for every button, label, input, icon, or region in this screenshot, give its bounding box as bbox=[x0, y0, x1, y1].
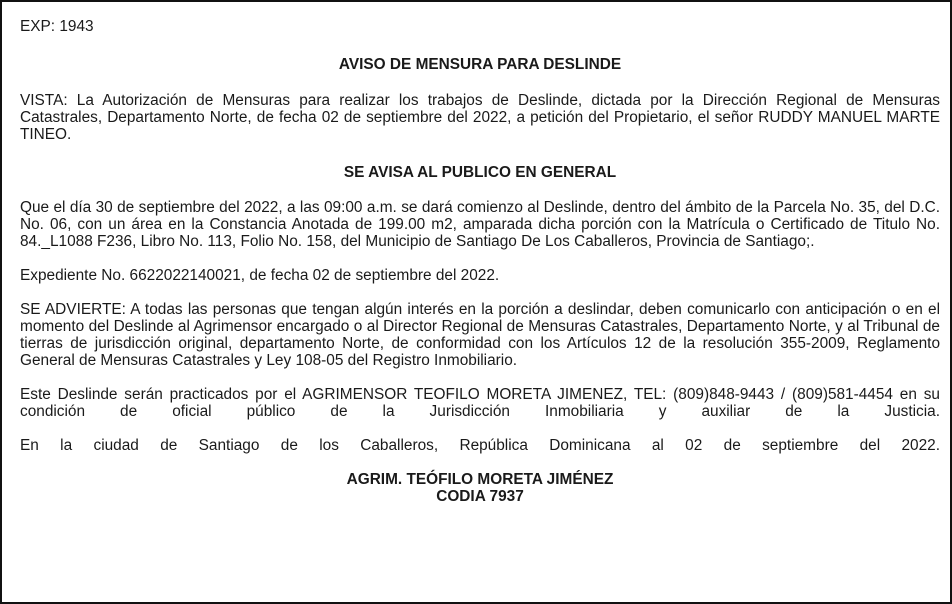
ciudad-paragraph: En la ciudad de Santiago de los Caballeros, República Dominicana al 02 de septiembre del 2022. bbox=[20, 437, 940, 454]
signature-name: AGRIM. TEÓFILO MORETA JIMÉNEZ bbox=[346, 471, 614, 488]
notice-subtitle: SE AVISA AL PUBLICO EN GENERAL bbox=[343, 164, 617, 181]
signature-codia: CODIA 7937 bbox=[436, 488, 524, 505]
signature-block bbox=[20, 471, 940, 505]
agrimensor-paragraph: Este Deslinde serán practicados por el AGRIMENSOR TEOFILO MORETA JIMENEZ, TEL: (809)848-9443 / (809)581-4454 en su condición de oficial público de la Jurisdicción Inmobiliaria y auxiliar de la Justicia. bbox=[20, 386, 940, 420]
expediente-paragraph: Expediente No. 6622022140021, de fecha 02 de septiembre del 2022. bbox=[20, 267, 500, 284]
expediente-number: EXP: 1943 bbox=[20, 18, 94, 35]
notice-title: AVISO DE MENSURA PARA DESLINDE bbox=[338, 56, 622, 73]
advierte-paragraph: SE ADVIERTE: A todas las personas que tengan algún interés en la porción a deslindar, deben comunicarlo con anticipación o en el momento del Deslinde al Agrimensor encargado o al Director Regional de Mensuras Catastrales, Departamento Norte, y al Tribunal de tierras de jurisdicción original, departamento Norte, de conformidad con los Artículos 12 de la resolución 355-2009, Reglamento General de Mensuras Catastrales y Ley 108-05 del Registro Inmobiliario. bbox=[20, 301, 940, 369]
vista-paragraph: VISTA: La Autorización de Mensuras para realizar los trabajos de Deslinde, dictada por la Dirección Regional de Mensuras Catastrales, Departamento Norte, de fecha 02 de septiembre del 2022, a petición del Propietario, el señor RUDDY MANUEL MARTE TINEO. bbox=[20, 92, 940, 143]
deslinde-paragraph: Que el día 30 de septiembre del 2022, a las 09:00 a.m. se dará comienzo al Deslinde, dentro del ámbito de la Parcela No. 35, del D.C. No. 06, con un área en la Constancia Anotada de 199.00 m2, amparada dicha porción con la Matrícula o Certificado de Titulo No. 84._L1088 F236, Libro No. 113, Folio No. 158, del Municipio de Santiago De Los Caballeros, Provincia de Santiago;. bbox=[20, 199, 940, 250]
